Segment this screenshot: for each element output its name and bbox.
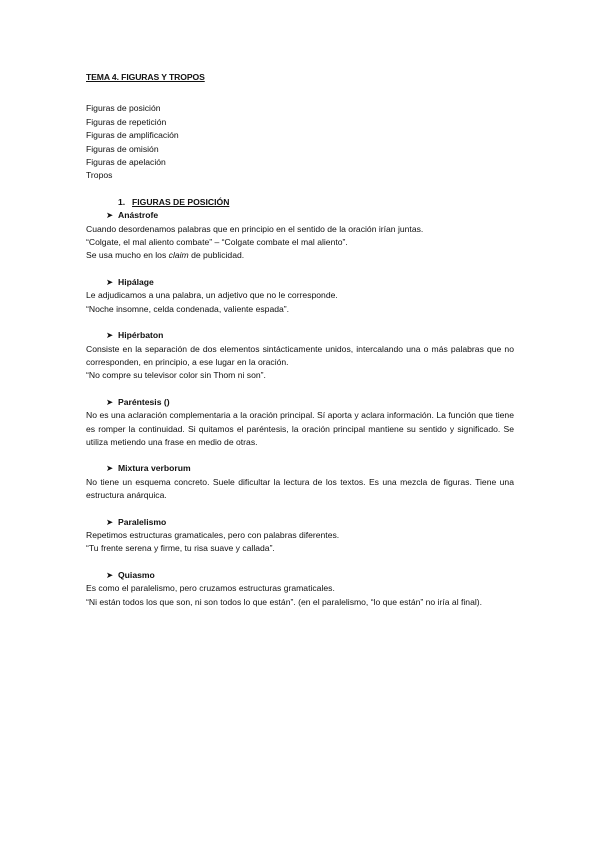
- figure-example: “Noche insomne, celda condenada, valiente espada”.: [86, 303, 290, 314]
- arrow-bullet-icon: ➤: [106, 396, 114, 407]
- note-italic-term: claim: [168, 250, 189, 261]
- figure-example: “Tu frente serena y firme, tu risa suave y callada”.: [86, 543, 275, 554]
- arrow-bullet-icon: ➤: [106, 276, 114, 287]
- figure-title-text: Hipálage: [118, 276, 154, 287]
- figure-paralelismo: [86, 516, 514, 556]
- figure-definition: No es una aclaración complementaria a la oración principal. Sí aporta y aclara información. La función que tiene es romper la continuidad. Si quitamos el paréntesis, la oración principal mantiene su sentido y significado. Se utiliza metiendo una frase en medio de otras.: [86, 410, 514, 447]
- figure-hiperbaton: [86, 329, 514, 383]
- arrow-bullet-icon: ➤: [106, 516, 114, 527]
- topic-list-item: Figuras de amplificación: [86, 130, 179, 141]
- figure-example: “Ni están todos los que son, ni son todos lo que están”. (en el paralelismo, “lo que están” no iría al final).: [86, 596, 483, 607]
- figure-title-text: Paralelismo: [118, 516, 167, 527]
- figure-definition: Es como el paralelismo, pero cruzamos estructuras gramaticales.: [86, 583, 335, 594]
- figure-note: [86, 249, 514, 262]
- section-title: FIGURAS DE POSICIÓN: [132, 196, 230, 207]
- figure-title: [86, 569, 514, 582]
- figure-title: [86, 329, 514, 342]
- topic-list-item: Figuras de posición: [86, 103, 161, 114]
- topic-list-item: Figuras de omisión: [86, 143, 159, 154]
- figure-definition: No tiene un esquema concreto. Suele dificultar la lectura de los textos. Es una mezcla de figuras. Tiene una estructura anárquica.: [86, 476, 514, 501]
- figure-anastrofe: [86, 209, 514, 263]
- topic-list: [86, 102, 514, 182]
- arrow-bullet-icon: ➤: [106, 330, 114, 341]
- figure-title: [86, 209, 514, 222]
- figure-title: [86, 462, 514, 475]
- figure-title: [86, 396, 514, 409]
- figure-example: “No compre su televisor color sin Thom ni son”.: [86, 370, 266, 381]
- figure-definition: Repetimos estructuras gramaticales, pero con palabras diferentes.: [86, 529, 340, 540]
- topic-list-item: Figuras de apelación: [86, 157, 166, 168]
- figure-hipalage: [86, 276, 514, 316]
- document-content: [86, 71, 514, 609]
- figure-definition: Cuando desordenamos palabras que en principio en el sentido de la oración irían juntas.: [86, 223, 424, 234]
- arrow-bullet-icon: ➤: [106, 463, 114, 474]
- section-number: 1.: [118, 196, 126, 207]
- arrow-bullet-icon: ➤: [106, 210, 114, 221]
- figure-definition: Consiste en la separación de dos elementos sintácticamente unidos, intercalando una o más palabras que no corresponden, en principio, a ese lugar en la oración.: [86, 343, 514, 367]
- figure-definition: Le adjudicamos a una palabra, un adjetivo que no le corresponde.: [86, 290, 338, 301]
- figure-title: [86, 516, 514, 529]
- figure-title-text: Hipérbaton: [118, 330, 164, 341]
- note-text: Se usa mucho en los: [86, 250, 169, 261]
- arrow-bullet-icon: ➤: [106, 569, 114, 580]
- figure-title: [86, 276, 514, 289]
- topic-list-item: Tropos: [86, 170, 113, 181]
- figure-title-text: Anástrofe: [118, 210, 159, 221]
- section-heading: [86, 196, 514, 209]
- figure-title-text: Mixtura verborum: [118, 463, 191, 474]
- figure-example: “Colgate, el mal aliento combate” – “Colgate combate el mal aliento”.: [86, 237, 348, 248]
- figure-quiasmo: [86, 569, 514, 609]
- note-text: de publicidad.: [188, 250, 245, 261]
- figure-title-text: Quiasmo: [118, 569, 155, 580]
- figure-parentesis: [86, 396, 514, 450]
- document-title: TEMA 4. FIGURAS Y TROPOS: [86, 72, 205, 82]
- figure-title-text: Paréntesis (): [118, 396, 170, 407]
- figure-mixtura-verborum: [86, 462, 514, 502]
- topic-list-item: Figuras de repetición: [86, 116, 167, 127]
